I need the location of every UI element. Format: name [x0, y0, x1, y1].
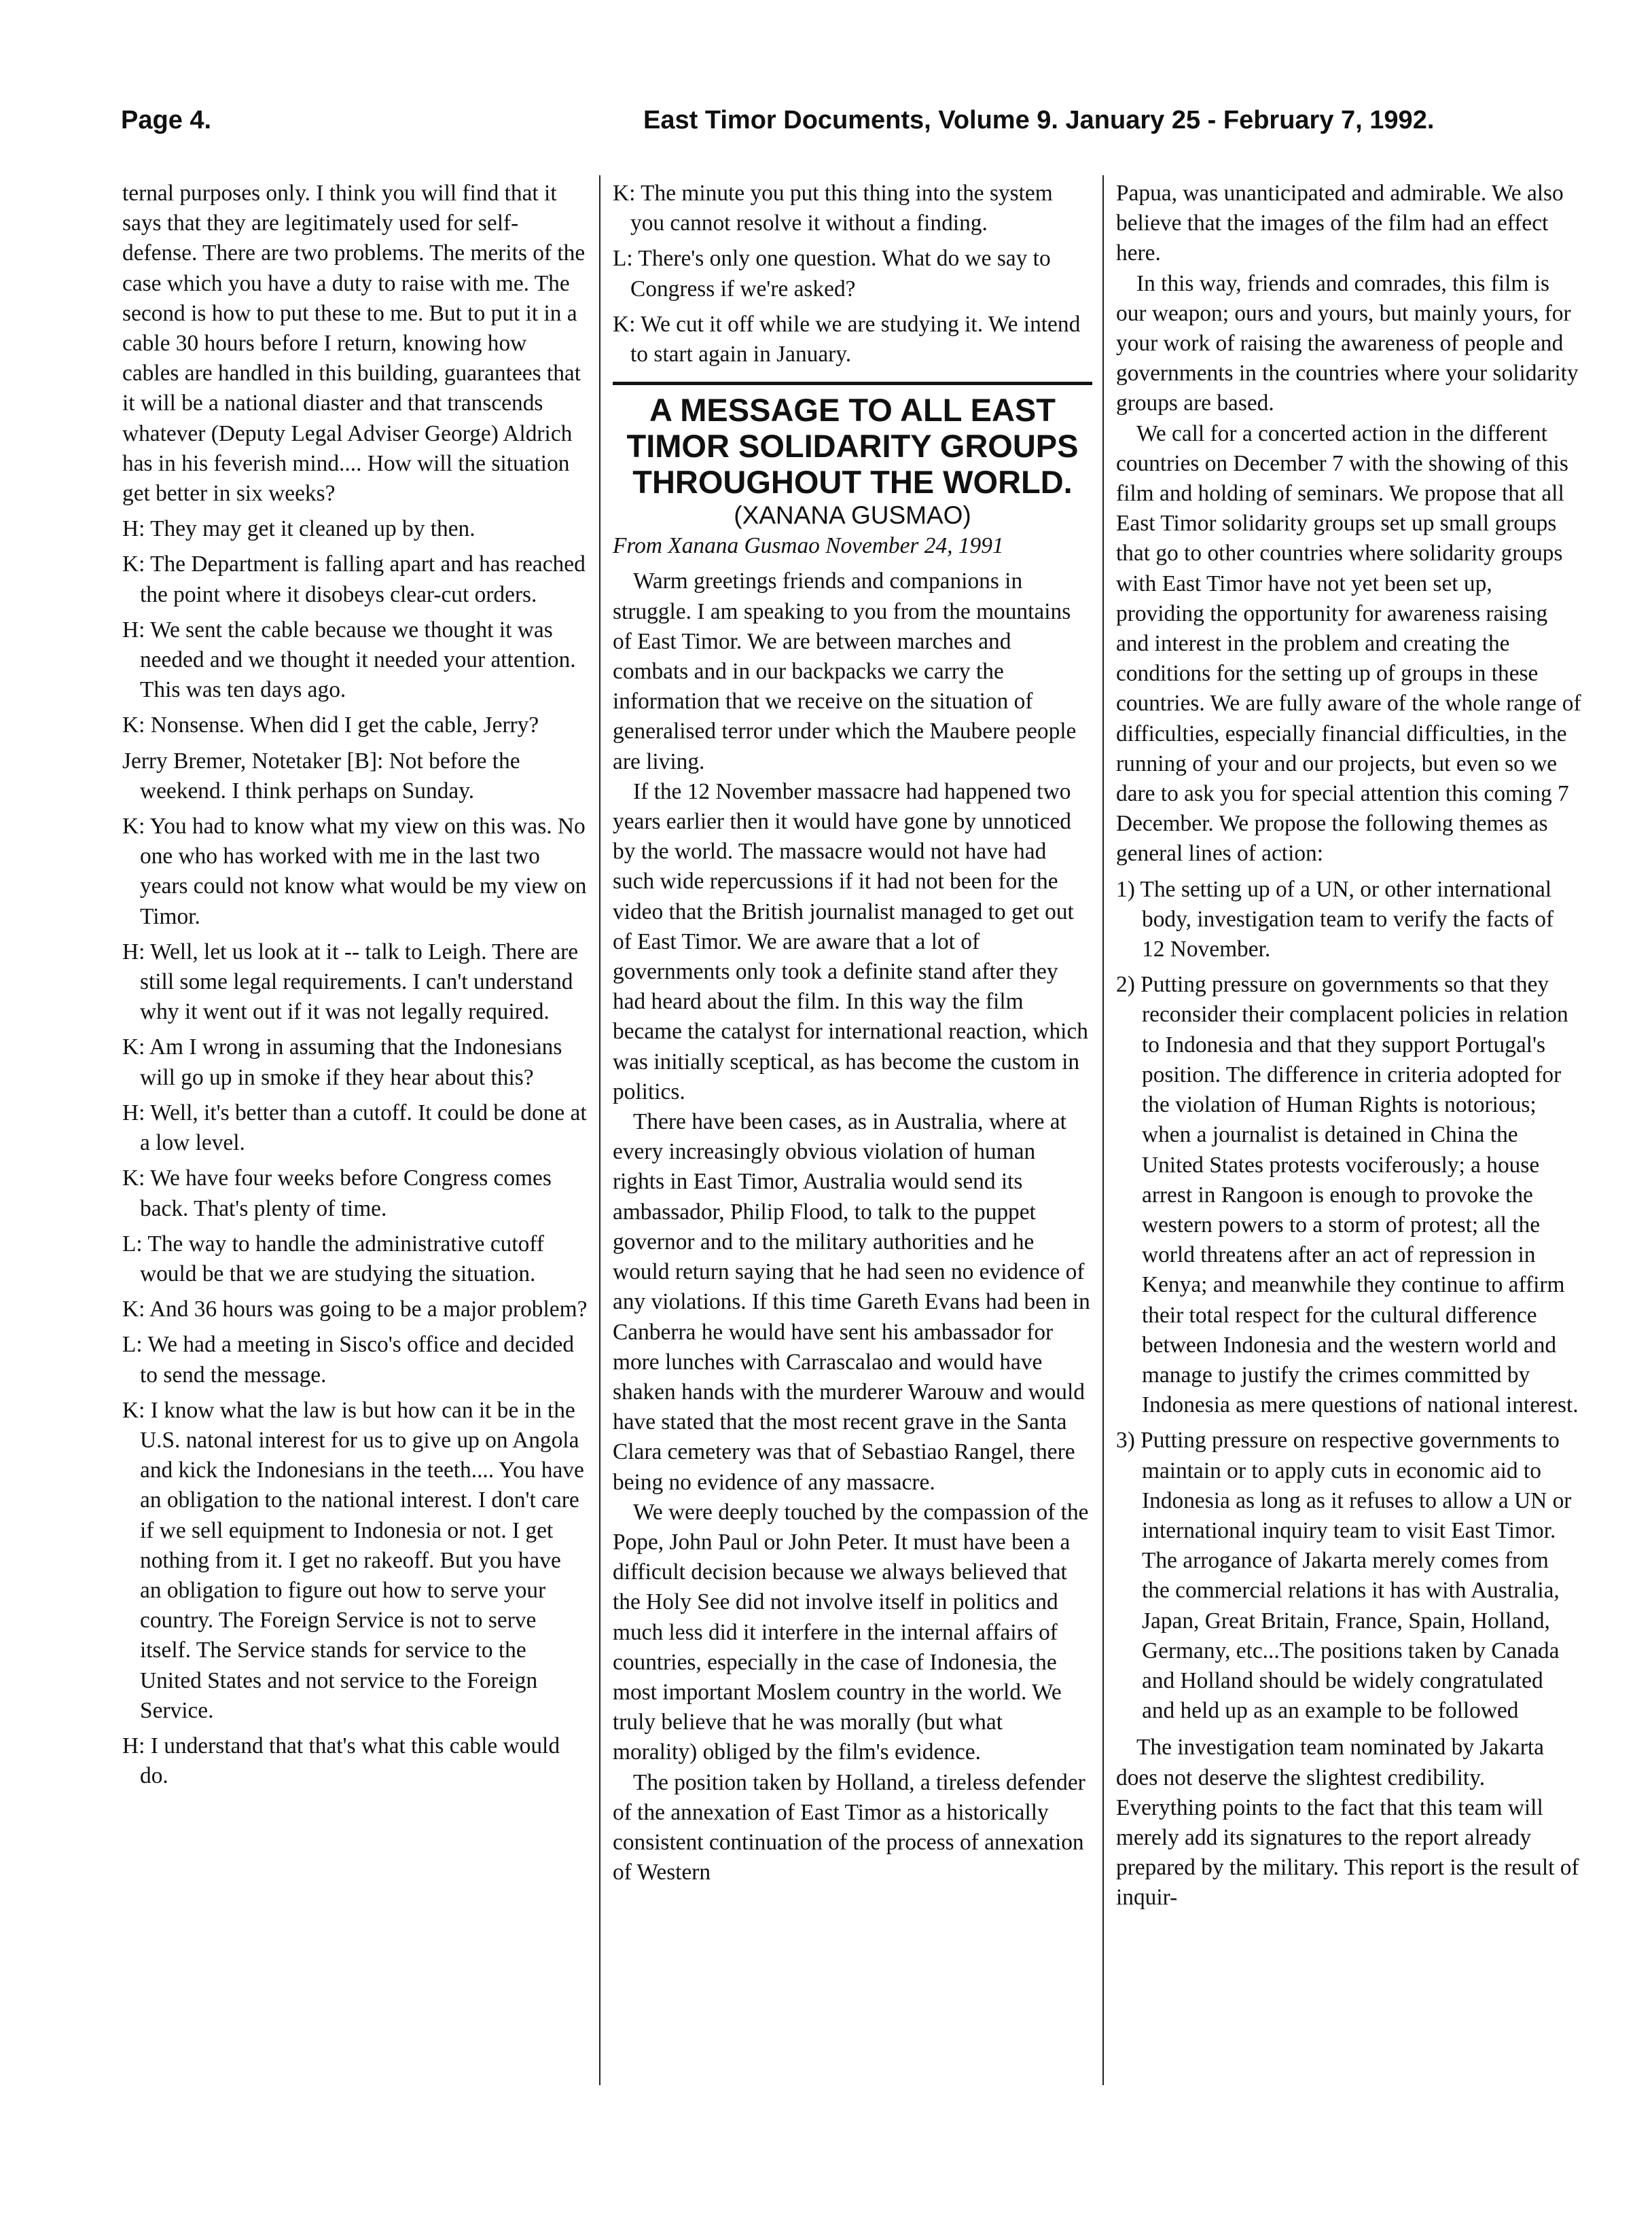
- column-middle: [613, 179, 1092, 1888]
- article-paragraph: The investigation team nominated by Jakarta does not deserve the slightest credibility. Everything points to the fact that this team will merely add its signatures to the report already prepared by the military. This report is the result of inquir-: [1116, 1735, 1579, 1911]
- publication-title: East Timor Documents, Volume 9. January 25 - February 7, 1992.: [643, 106, 1435, 134]
- article-paragraph: In this way, friends and comrades, this film is our weapon; ours and yours, but mainly yours, for your work of raising the awareness of people and governments in the countries where your solidarity groups are based.: [1116, 270, 1579, 416]
- transcript-line: H: Well, it's better than a cutoff. It could be done at a low level.: [122, 1100, 587, 1156]
- transcript-line: K: You had to know what my view on this was. No one who has worked with me in the last two years could not know what would be my view on Timor.: [122, 814, 587, 929]
- transcript-line: K: We have four weeks before Congress comes back. That's plenty of time.: [122, 1166, 552, 1221]
- transcript-line: K: The minute you put this thing into the system you cannot resolve it without a finding.: [613, 181, 1053, 236]
- transcript-line: H: We sent the cable because we thought it was needed and we thought it needed your attention. This was ten days ago.: [122, 617, 576, 703]
- article-paragraph: We were deeply touched by the compassion of the Pope, John Paul or John Peter. It must have been a difficult decision because we always believed that the Holy See did not involve itself in politics and much less did it interfere in the internal affairs of countries, especially in the case of Indonesia, the most important Moslem country in the world. We truly believe that he was morally (but what morality) obliged by the film's evidence.: [613, 1499, 1089, 1765]
- numbered-item: 3) Putting pressure on respective governments to maintain or to apply cuts in economic aid to Indonesia as long as it refuses to allow a UN or international inquiry team to visit East Timor. The arrogance of Jakarta merely comes from the commercial relations it has with Australia, Japan, Great Britain, France, Spain, Holland, Germany, etc...The positions taken by Canada and Holland should be widely congratulated and held up as an example to be followed: [1116, 1428, 1572, 1724]
- numbered-item: 2) Putting pressure on governments so that they reconsider their complacent policies in relation to Indonesia and that they support Portugal's position. The difference in criteria adopted for the violation of Human Rights is notorious; when a journalist is detained in China the United States protests vociferously; a house arrest in Rangoon is enough to provoke the western powers to a storm of protest; all the world threatens after an act of repression in Kenya; and meanwhile they continue to affirm their total respect for the cultural difference between Indonesia and the western world and manage to justify the crimes committed by Indonesia as mere questions of national interest.: [1116, 972, 1579, 1418]
- transcript-line: H: Well, let us look at it -- talk to Leigh. There are still some legal requirements. I can't understand why it went out if it was not legally required.: [122, 939, 579, 1025]
- article-paragraph: Warm greetings friends and companions in struggle. I am speaking to you from the mountains of East Timor. We are between marches and combats and in our backpacks we carry the information that we receive on the situation of generalised terror under which the Maubere people are living.: [613, 568, 1077, 774]
- transcript-line: L: There's only one question. What do we say to Congress if we're asked?: [613, 246, 1051, 302]
- article-headline: A MESSAGE TO ALL EAST TIMOR SOLIDARITY GROUPS THROUGHOUT THE WORLD.: [626, 392, 1079, 501]
- column-divider: [1102, 175, 1104, 2085]
- transcript-line: H: They may get it cleaned up by then.: [122, 516, 475, 542]
- transcript-line: K: I know what the law is but how can it be in the U.S. natonal interest for us to give up on Angola and kick the Indonesians in the teeth.... You have an obligation to the national interest. I don't care if we sell equipment to Indonesia or not. I get nothing from it. I get no rakeoff. But you have an obligation to figure out how to serve your country. The Foreign Service is not to serve itself. The Service stands for service to the United States and not service to the Foreign Service.: [122, 1397, 584, 1723]
- transcript-line: K: And 36 hours was going to be a major problem?: [122, 1297, 588, 1322]
- article-paragraph: We call for a concerted action in the different countries on December 7 with the showing of this film and holding of seminars. We propose that all East Timor solidarity groups set up small groups that go to other countries where solidarity groups with East Timor have not yet been set up, providing the opportunity for awareness raising and interest in the problem and creating the conditions for the setting up of groups in these countries. We are fully aware of the whole range of difficulties, especially financial difficulties, in the running of your and our projects, but even so we dare to ask you for special attention this coming 7 December. We propose the following themes as general lines of action:: [1116, 420, 1581, 867]
- transcript-line: H: I understand that that's what this cable would do.: [122, 1733, 560, 1789]
- article-paragraph: Papua, was unanticipated and admirable. We also believe that the images of the film had an effect here.: [1116, 181, 1564, 266]
- page-number: Page 4.: [121, 106, 212, 134]
- transcript-line: Jerry Bremer, Notetaker [B]: Not before the weekend. I think perhaps on Sunday.: [122, 748, 520, 803]
- article-paragraph: If the 12 November massacre had happened two years earlier then it would have gone by unnoticed by the world. The massacre would not have had such wide repercussions if it had not been for the video that the British journalist managed to get out of East Timor. We are aware that a lot of governments only took a definite stand after they had heard about the film. In this way the film became the catalyst for international reaction, which was initially sceptical, as has become the custom in politics.: [613, 778, 1088, 1104]
- article-source: From Xanana Gusmao November 24, 1991: [613, 533, 1004, 559]
- transcript-line: K: Nonsense. When did I get the cable, Jerry?: [122, 712, 539, 738]
- column-right: [1116, 179, 1581, 1913]
- article-paragraph: The position taken by Holland, a tireless defender of the annexation of East Timor as a historically consistent continuation of the process of annexation of Western: [613, 1769, 1085, 1885]
- article-byline: (XANANA GUSMAO): [734, 501, 971, 530]
- article-paragraph: There have been cases, as in Australia, where at every increasingly obvious violation of human rights in East Timor, Australia would send its ambassador, Philip Flood, to talk to the puppet governor and to the military authorities and he would return saying that he had seen no evidence of any violations. If this time Gareth Evans had been in Canberra he would have sent his ambassador for more lunches with Carrascalao and would have shaken hands with the murderer Warouw and would have stated that the most recent grave in the Santa Clara cemetery was that of Sebastiao Rangel, there being no evidence of any massacre.: [613, 1109, 1090, 1495]
- transcript-line: K: We cut it off while we are studying it. We intend to start again in January.: [613, 311, 1081, 367]
- column-divider: [599, 175, 600, 2085]
- transcript-line: L: The way to handle the administrative cutoff would be that we are studying the situation.: [122, 1231, 544, 1286]
- column-left: [122, 179, 588, 1791]
- transcript-line: L: We had a meeting in Sisco's office and decided to send the message.: [122, 1332, 575, 1388]
- continued-paragraph: ternal purposes only. I think you will find that it says that they are legitimately used for self-defense. There are two problems. The merits of the case which you have a duty to raise with me. The second is how to put these to me. But to put it in a cable 30 hours before I return, knowing how cables are handled in this building, guarantees that it will be a national diaster and that transcends whatever (Deputy Legal Adviser George) Aldrich has in his feverish mind.... How will the situation get better in six weeks?: [122, 181, 586, 507]
- headline-rule: [613, 382, 1092, 385]
- numbered-item: 1) The setting up of a UN, or other international body, investigation team to verify the facts of 12 November.: [1116, 876, 1554, 962]
- transcript-line: K: The Department is falling apart and has reached the point where it disobeys clear-cut orders.: [122, 552, 586, 607]
- transcript-line: K: Am I wrong in assuming that the Indonesians will go up in smoke if they hear about this?: [122, 1034, 562, 1090]
